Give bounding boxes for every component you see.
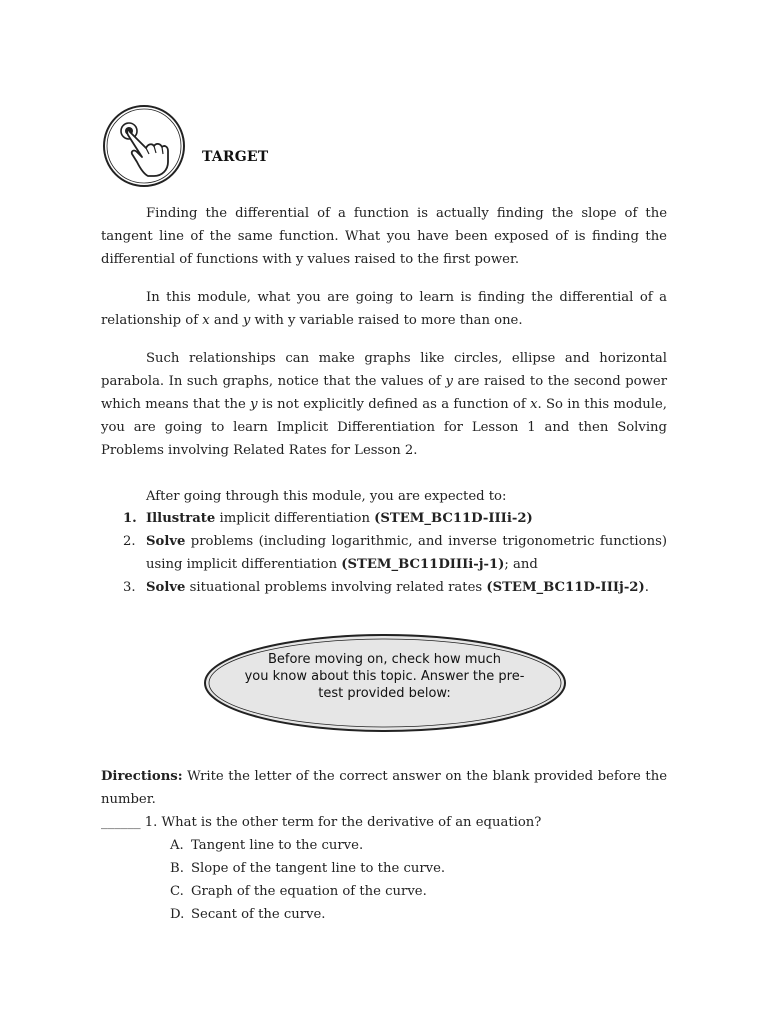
p3-var-x: x: [530, 397, 538, 412]
intro-paragraph-3: [101, 347, 667, 462]
choice-item: [170, 880, 445, 903]
p3-text-a: Such relationships can make graphs like circles, ellipse and horizontal parabola. In such graphs, notice that the values of: [101, 351, 667, 389]
objective-number: 1.: [123, 511, 137, 526]
objective-item: [101, 576, 667, 599]
choice-item: [170, 857, 445, 880]
choice-letter: A.: [170, 838, 184, 853]
p2-text-b: and: [209, 313, 243, 328]
callout-line: you know about this topic. Answer the pre-: [244, 669, 525, 684]
hand-pointing-target-icon: [102, 104, 186, 188]
objective-number: 3.: [123, 580, 136, 595]
p3-text-b: are raised to the second power which means that the: [101, 374, 667, 412]
choice-letter: D.: [170, 907, 185, 922]
objective-verb: Solve: [146, 534, 186, 549]
section-heading: TARGET: [202, 149, 269, 165]
choices-list: [170, 834, 445, 926]
p3-text-d: . So in this module, you are going to learn Implicit Differentiation for Lesson 1 and then Solving Problems involving Related Rates for Lesson 2.: [101, 397, 667, 458]
choice-text: Secant of the curve.: [191, 907, 326, 922]
intro-paragraph-1: [101, 202, 667, 271]
choice-text: Tangent line to the curve.: [191, 838, 364, 853]
directions: [101, 765, 667, 811]
objective-tail: .: [644, 580, 649, 595]
objective-text: problems (including logarithmic, and inverse trigonometric functions) using implicit differentiation: [146, 534, 667, 572]
objective-code: (STEM_BC11D-IIIj-2): [486, 580, 645, 595]
choice-item: [170, 834, 445, 857]
p2-var-x: x: [202, 313, 210, 328]
p3-text-c: is not explicitly defined as a function of: [257, 397, 531, 412]
objective-code: (STEM_BC11D-IIIi-2): [374, 511, 533, 526]
directions-label: Directions:: [101, 769, 183, 784]
objective-verb: Solve: [146, 580, 186, 595]
objective-verb: Illustrate: [146, 511, 216, 526]
question-text: 1. What is the other term for the derivative of an equation?: [140, 815, 542, 830]
objective-tail: ; and: [504, 557, 538, 572]
p2-text-c: with y variable raised to more than one.: [250, 313, 523, 328]
p2-text-a: In this module, what you are going to learn is finding the differential of a relationship of: [101, 290, 667, 328]
objectives-intro: After going through this module, you are expected to:: [146, 489, 507, 504]
choice-letter: B.: [170, 861, 184, 876]
objective-item: [101, 530, 667, 576]
objective-text: implicit differentiation: [215, 511, 375, 526]
answer-blank[interactable]: ______: [101, 815, 141, 830]
callout-text: [222, 651, 547, 702]
directions-text: Write the letter of the correct answer on the blank provided before the number.: [101, 769, 667, 807]
objective-item: [101, 507, 667, 530]
choice-text: Slope of the tangent line to the curve.: [191, 861, 446, 876]
objective-number: 2.: [123, 534, 136, 549]
p2-var-y: y: [242, 313, 251, 328]
choice-letter: C.: [170, 884, 184, 899]
objectives-list: [101, 507, 667, 599]
p3-var-y1: y: [445, 374, 453, 389]
callout-line: test provided below:: [318, 686, 451, 701]
objective-text: situational problems involving related rates: [185, 580, 487, 595]
objective-code: (STEM_BC11DIIIi-j-1): [341, 557, 505, 572]
callout-line: Before moving on, check how much: [267, 652, 502, 667]
p1-text: Finding the differential of a function is actually finding the slope of the tangent line of the same function. What you have been exposed of is finding the differential of functions with y values raised to the first power.: [101, 206, 667, 267]
choice-text: Graph of the equation of the curve.: [191, 884, 427, 899]
intro-paragraph-2: [101, 286, 667, 332]
choice-item: [170, 903, 445, 926]
question-1: [101, 811, 541, 834]
p3-var-y2: y: [250, 397, 258, 412]
